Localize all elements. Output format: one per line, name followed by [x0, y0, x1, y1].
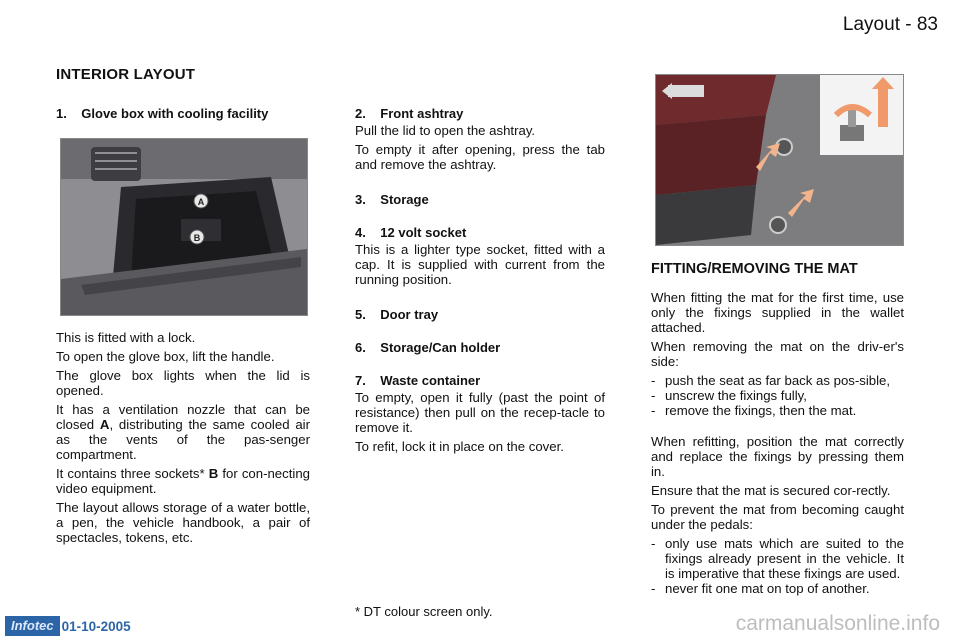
c3-p2: When removing the mat on the driv-er's side: [651, 339, 904, 369]
list-item: - only use mats which are suited to the fixings already present in the vehicle. It is imperative that these fixings are used. [651, 536, 904, 581]
storage-column [355, 106, 605, 458]
c1-p6: The layout allows storage of a water bottle, a pen, the vehicle handbook, a pair of spectacles, tokens, etc. [56, 500, 310, 545]
c1-p5-bold: B [208, 466, 219, 481]
glove-box-illustration [61, 139, 307, 315]
list-item: - remove the fixings, then the mat. [651, 403, 904, 418]
mat-fixing-photo [655, 74, 904, 246]
c1-p3: The glove box lights when the lid is opened. [56, 368, 310, 398]
glove-box-text [56, 330, 310, 549]
c3-p5: To prevent the mat from becoming caught under the pedals: [651, 502, 904, 532]
list-item: - push the seat as far back as pos-sible, [651, 373, 904, 388]
c1-p5-post: for con-necting video equipment. [56, 466, 311, 496]
c1-p4-bold: A [99, 417, 110, 432]
inset-diagram [820, 75, 903, 155]
mat-warnings [651, 536, 904, 596]
watermark: carmanualsonline.info [735, 612, 940, 635]
glove-box-photo [60, 138, 308, 316]
s7-title: 7. Waste container [355, 373, 481, 388]
c3-p3: When refitting, position the mat correctly and replace the fixings by pressing them in. [651, 434, 904, 479]
s5-title: 5. Door tray [355, 307, 439, 322]
mat-title: FITTING/REMOVING THE MAT [651, 261, 858, 277]
page-header: Layout - 83 [842, 14, 938, 35]
c1-p4-post: , distributing the same cooled air as the vents of the pas-senger compartment. [56, 417, 310, 462]
s2-p2: To empty it after opening, press the tab and remove the ashtray. [355, 142, 605, 172]
item1-title: 1. Glove box with cooling facility [56, 106, 269, 121]
mat-text [651, 290, 904, 600]
mat-fixing-illustration [656, 75, 903, 245]
infotec-logo: Infotec [5, 616, 60, 636]
s4-title: 4. 12 volt socket [355, 225, 467, 240]
s7-p2: To refit, lock it in place on the cover. [355, 439, 564, 454]
c1-p4-pre: It has a ventilation nozzle that can be closed [56, 402, 310, 432]
callout-b: B [193, 233, 201, 243]
s6-title: 6. Storage/Can holder [355, 340, 501, 355]
footer-brand [5, 616, 131, 636]
s4-p1: This is a lighter type socket, fitted with a cap. It is supplied with current from the running position. [355, 242, 605, 287]
c1-p5-pre: It contains three sockets* [56, 466, 209, 481]
c3-p4: Ensure that the mat is secured cor-rectly. [651, 483, 891, 498]
c3-p1: When fitting the mat for the first time, use only the fixings supplied in the wallet attached. [651, 290, 904, 335]
c1-p5 [56, 466, 310, 496]
list-item: - never fit one mat on top of another. [651, 581, 904, 596]
s2-title: 2. Front ashtray [355, 106, 464, 121]
c1-p2: To open the glove box, lift the handle. [56, 349, 275, 364]
s7-p1: To empty, open it fully (past the point of resistance) then pull on the recep-tacle to remove it. [355, 390, 605, 435]
footnote: * DT colour screen only. [355, 604, 493, 619]
removal-steps [651, 373, 904, 418]
callout-a: A [197, 197, 205, 207]
c1-p4 [56, 402, 310, 462]
section-title: INTERIOR LAYOUT [56, 66, 196, 83]
print-date: 01-10-2005 [61, 618, 131, 634]
s3-title: 3. Storage [355, 192, 429, 207]
s2-p1: Pull the lid to open the ashtray. [355, 123, 536, 138]
c1-p1: This is fitted with a lock. [56, 330, 196, 345]
glove-box-heading-block [56, 106, 310, 123]
list-item: - unscrew the fixings fully, [651, 388, 904, 403]
